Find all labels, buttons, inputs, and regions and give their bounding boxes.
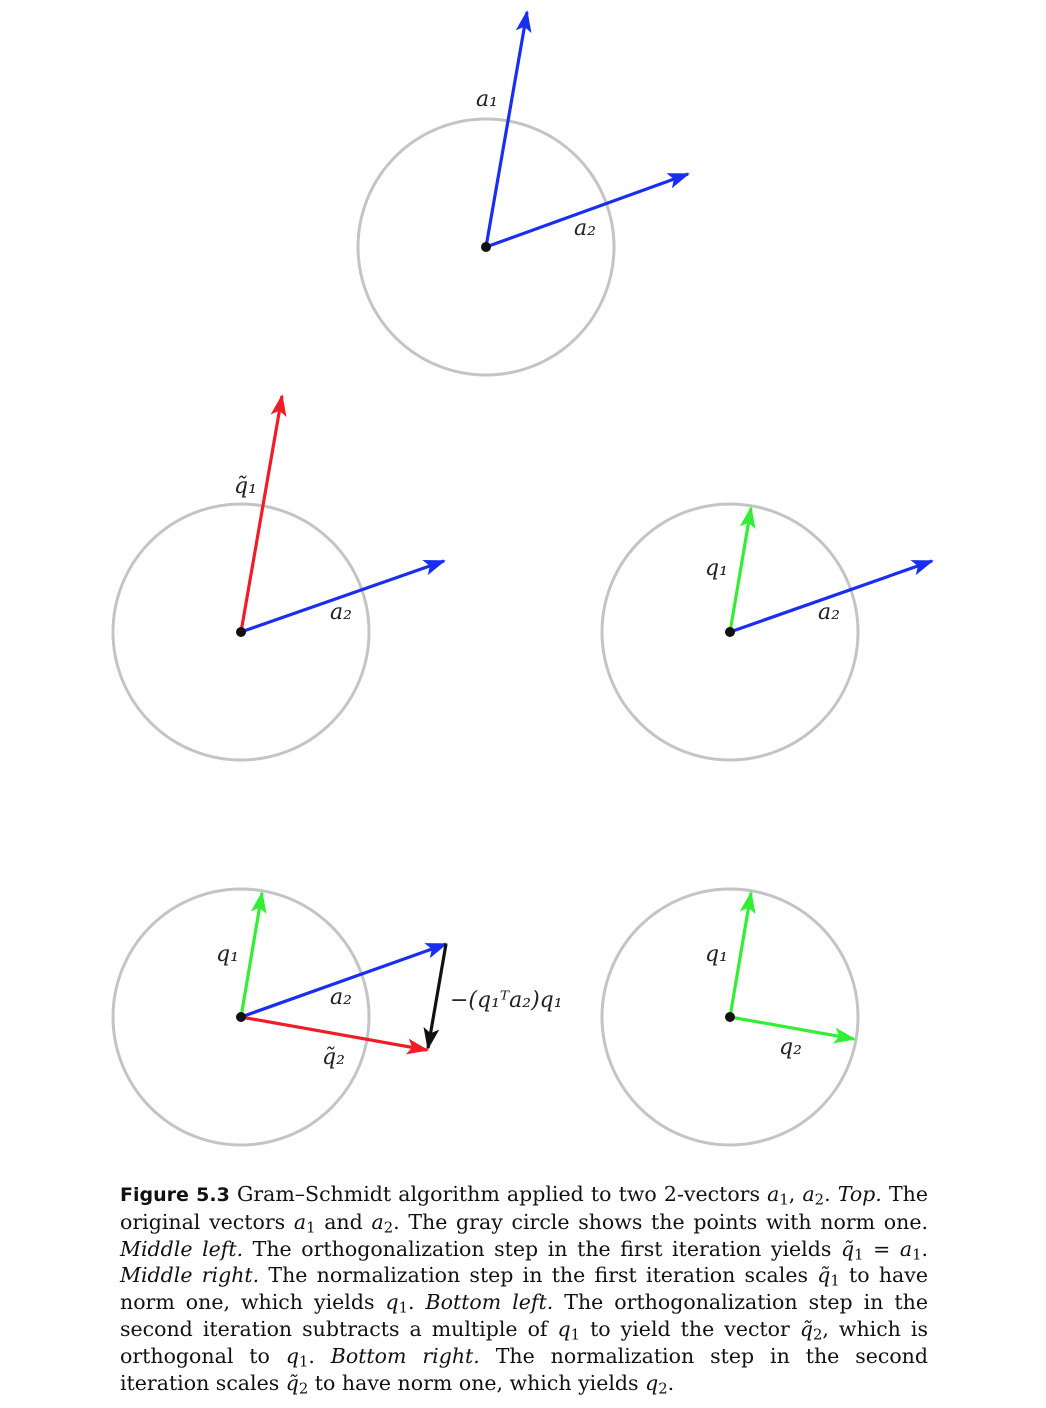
label-q1: q₁ — [705, 556, 728, 581]
origin-dot — [725, 627, 735, 637]
caption-segment: . — [308, 1343, 331, 1368]
vector-q1 — [730, 893, 751, 1017]
label-q-tilde-2: q̃₂ — [322, 1045, 345, 1070]
figure-label: Figure 5.3 — [120, 1184, 230, 1206]
caption-segment: q — [285, 1343, 299, 1368]
label-q1: q₁ — [705, 942, 728, 967]
caption-segment: a — [371, 1209, 384, 1234]
caption-segment: to have norm one, which yields — [308, 1370, 646, 1395]
label-q1: q₁ — [216, 942, 239, 967]
caption-segment: 2 — [298, 1380, 309, 1398]
figure-caption — [120, 1181, 928, 1396]
caption-segment: to have norm one, which yields — [120, 1263, 928, 1315]
vector-q1 — [730, 508, 751, 632]
caption-segment: a — [899, 1236, 913, 1261]
caption-segment: Bottom left. — [425, 1290, 554, 1315]
caption-segment: q̃ — [840, 1236, 855, 1261]
caption-segment: and — [315, 1209, 372, 1234]
origin-dot — [725, 1012, 735, 1022]
label-q2: q₂ — [779, 1035, 802, 1060]
caption-segment: Middle left. — [120, 1236, 244, 1261]
caption-segment: The normalization step in the second iteration scales — [120, 1343, 929, 1395]
caption-segment: The orthogonalization step in the second iteration subtracts a multiple of — [120, 1290, 928, 1341]
caption-segment: q — [645, 1370, 659, 1395]
panel-bottom-left — [113, 889, 563, 1145]
label-a2: a₂ — [330, 600, 352, 625]
caption-segment: q — [385, 1290, 399, 1315]
caption-segment: The normalization step in the first iteration scales — [259, 1263, 818, 1288]
caption-segment: 1 — [306, 1219, 316, 1237]
caption-segment: a — [767, 1182, 780, 1206]
vector-q1 — [241, 893, 262, 1017]
label-a2: a₂ — [330, 985, 352, 1010]
panel-middle-left — [113, 396, 444, 760]
panel-top — [358, 12, 688, 375]
caption-segment: . — [824, 1182, 838, 1206]
caption-segment: q̃ — [799, 1316, 813, 1341]
caption-segment: q̃ — [817, 1263, 831, 1288]
caption-segment: 1 — [570, 1326, 581, 1344]
panel-middle-right — [602, 504, 932, 760]
label-a2: a₂ — [574, 216, 596, 241]
caption-segment: Top. — [837, 1182, 882, 1206]
caption-segment: a — [293, 1209, 307, 1234]
caption-segment: , — [788, 1182, 803, 1206]
panel-bottom-right — [602, 889, 858, 1145]
origin-dot — [236, 627, 246, 637]
label-a1: a₁ — [476, 87, 498, 112]
caption-segment: 2 — [814, 1191, 825, 1209]
caption-segment: Middle right. — [120, 1263, 260, 1288]
label-projection: −(q₁ᵀa₂)q₁ — [450, 988, 563, 1013]
caption-segment: 1 — [912, 1246, 922, 1264]
caption-segment: . The gray circle shows the points with norm one. — [393, 1209, 928, 1234]
caption-segment: 1 — [854, 1246, 864, 1264]
vector-projection — [428, 944, 446, 1048]
caption-segment: a — [802, 1182, 815, 1206]
caption-segment: Gram–Schmidt algorithm applied to two 2-vectors — [229, 1182, 768, 1206]
caption-segment: The original vectors — [120, 1182, 928, 1234]
label-q-tilde-1: q̃₁ — [234, 474, 257, 499]
caption-segment: . — [921, 1236, 928, 1261]
caption-segment: Bottom right. — [330, 1343, 480, 1368]
caption-segment: 2 — [383, 1219, 394, 1237]
origin-dot — [236, 1012, 246, 1022]
caption-segment: 1 — [298, 1353, 309, 1371]
caption-segment: 1 — [830, 1273, 840, 1291]
vector-q-tilde-1 — [241, 396, 282, 632]
vector-a1 — [486, 12, 527, 247]
caption-segment: 1 — [779, 1191, 789, 1209]
caption-segment: , which is orthogonal to — [120, 1316, 928, 1368]
caption-segment: to yield the vector — [580, 1316, 800, 1341]
caption-segment: . — [408, 1290, 426, 1315]
caption-text — [120, 1182, 929, 1398]
caption-segment: 2 — [658, 1380, 668, 1398]
caption-segment: The orthogonalization step in the first iteration yields — [243, 1236, 841, 1261]
caption-segment: = — [863, 1236, 900, 1261]
caption-segment: 1 — [398, 1299, 409, 1317]
origin-dot — [481, 242, 491, 252]
caption-segment: q — [557, 1316, 571, 1341]
label-a2: a₂ — [818, 600, 840, 625]
caption-segment: 2 — [812, 1326, 823, 1344]
caption-segment: . — [667, 1370, 675, 1395]
caption-segment: q̃ — [285, 1370, 299, 1395]
